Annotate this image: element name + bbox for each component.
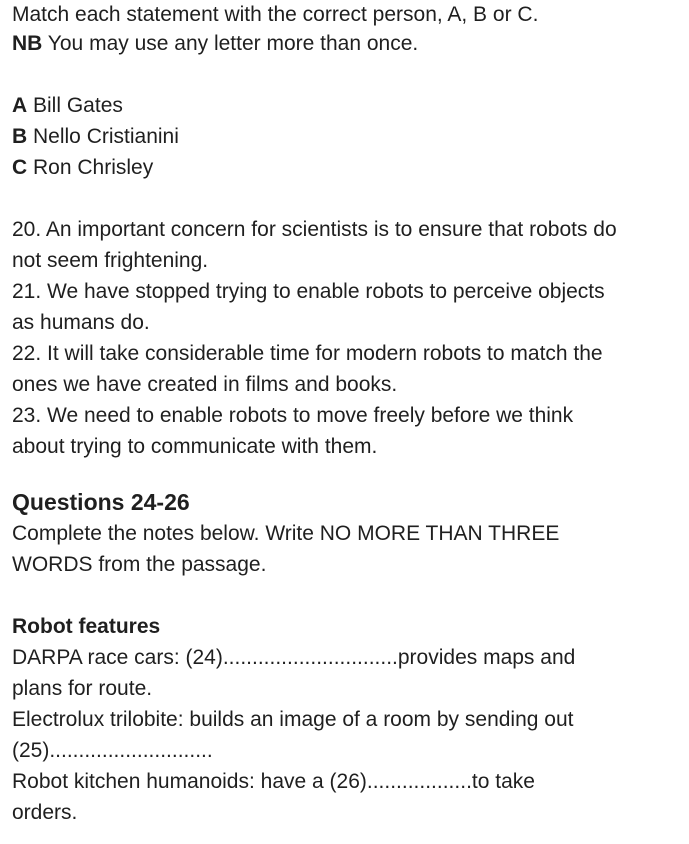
statement-22-line-2: ones we have created in films and books. (12, 373, 398, 396)
spacer (12, 183, 681, 214)
statement-20-line-1: 20. An important concern for scientists is to ensure that robots do (12, 218, 617, 241)
nb-note (12, 29, 681, 59)
note-25-line-1: Electrolux trilobite: builds an image of a room by sending out (12, 708, 574, 731)
person-name: Nello Cristianini (27, 125, 179, 148)
nb-label: NB (12, 32, 43, 55)
statement-20-line-2: not seem frightening. (12, 249, 209, 272)
section-instruction-line-1: Complete the notes below. Write NO MORE THAN THREE (12, 522, 560, 545)
section-instruction-line-2: WORDS from the passage. (12, 553, 267, 576)
notes-title: Robot features (12, 615, 161, 638)
people-list (12, 90, 681, 183)
spacer (12, 462, 681, 486)
note-26-line-1: Robot kitchen humanoids: have a (26)..................to take (12, 770, 535, 793)
spacer (12, 580, 681, 611)
statement-21-line-2: as humans do. (12, 311, 150, 334)
notes-block (12, 611, 681, 828)
person-letter: C (12, 156, 28, 179)
note-24-line-1: DARPA race cars: (24)..............................provides maps and (12, 646, 576, 669)
note-25-line-2: (25)............................ (12, 739, 213, 762)
person-name: Ron Chrisley (27, 156, 154, 179)
person-c (12, 152, 681, 183)
person-letter: B (12, 125, 28, 148)
person-name: Bill Gates (27, 94, 123, 117)
section-heading: Questions 24-26 (12, 489, 190, 515)
statement-21-line-1: 21. We have stopped trying to enable robots to perceive objects (12, 280, 605, 303)
statement-23-line-2: about trying to communicate with them. (12, 435, 378, 458)
nb-text: You may use any letter more than once. (42, 32, 419, 55)
person-letter: A (12, 94, 28, 117)
spacer (12, 59, 681, 90)
note-26-line-2: orders. (12, 801, 78, 824)
person-b (12, 121, 681, 152)
note-24-line-2: plans for route. (12, 677, 153, 700)
statements-list (12, 214, 681, 462)
statement-22-line-1: 22. It will take considerable time for modern robots to match the (12, 342, 603, 365)
statement-23-line-1: 23. We need to enable robots to move freely before we think (12, 404, 574, 427)
instruction-line: Match each statement with the correct person, A, B or C. (12, 3, 539, 26)
person-a (12, 90, 681, 121)
